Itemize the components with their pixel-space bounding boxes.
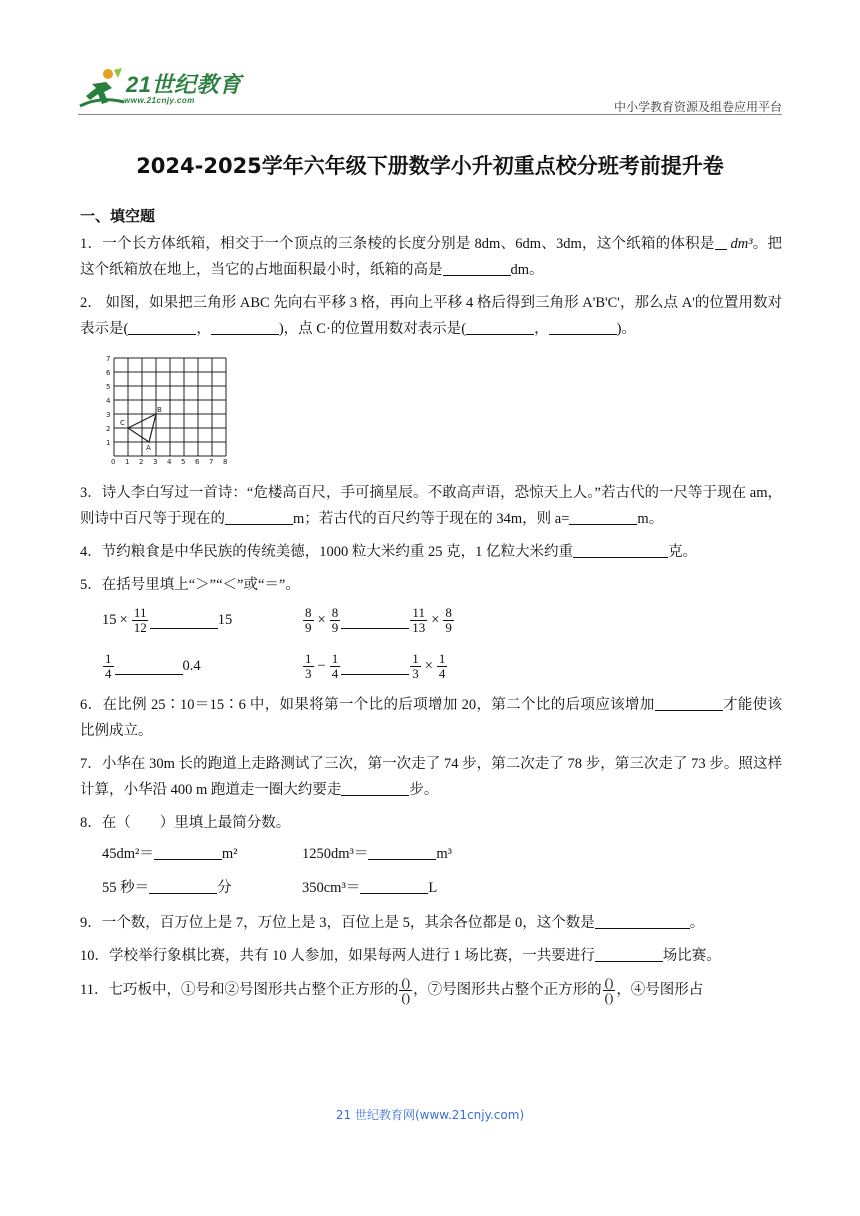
q8-blank-3 <box>149 877 217 894</box>
q2-text-c: )。 <box>616 321 636 337</box>
q8-item-2: 1250dm³＝ m³ <box>302 841 452 867</box>
q4-text-b: 克。 <box>668 544 697 560</box>
question-4 <box>80 539 782 565</box>
q5-row-1 <box>102 600 782 640</box>
fraction-blank: $\frac{()}{()}$ <box>604 975 614 1005</box>
q6-text: 6．在比例 25∶10＝15∶6 中，如果将第一个比的后项增加 20，第二个比的后项应该增加 <box>80 697 655 713</box>
q2-comma-2: ， <box>534 321 549 337</box>
q7-text: 7．小华在 30m 长的跑道上走路测试了三次，第一次走了 74 步，第二次走了 78 步，第三次走了 73 步。照这样计算，小华沿 400 m 跑道走一圈大约要走 <box>80 756 782 798</box>
logo <box>78 66 248 112</box>
q8-blank-4 <box>360 877 428 894</box>
q10-text-b: 场比赛。 <box>662 948 721 964</box>
q5-expr-4 <box>302 652 448 681</box>
x-tick: 5 <box>181 458 186 466</box>
runner-logo-icon <box>78 66 126 110</box>
q8-item-4: 350cm³＝ L <box>302 875 437 901</box>
q3-text: 3．诗人李白写过一首诗：“危楼高百尺，手可摘星辰。不敢高声语，恐惊天上人。”若古代的一尺等于现在 am，则诗中百尺等于现在的 <box>80 485 782 527</box>
y-tick: 1 <box>106 439 111 447</box>
times-sign: × <box>424 658 433 674</box>
q5-row-2 <box>102 646 782 686</box>
q8-item-3: 55 秒＝ 分 <box>102 875 302 901</box>
q8-item-1: 45dm²＝ m² <box>102 841 302 867</box>
x-tick: 4 <box>167 458 172 466</box>
x-tick: 3 <box>153 458 158 466</box>
question-5 <box>80 572 782 598</box>
q8-blank-2 <box>368 843 436 860</box>
y-tick: 7 <box>106 355 111 363</box>
q7-text-b: 步。 <box>409 782 439 798</box>
y-tick: 3 <box>106 411 111 419</box>
q11-text-c: ，④号图形占 <box>616 981 704 998</box>
q11-text: 11．七巧板中，①号和②号图形共占整个正方形的 <box>80 981 399 998</box>
q1-blank-volume <box>715 233 727 250</box>
platform-label: 中小学教育资源及组卷应用平台 <box>613 100 782 114</box>
section-heading: 一、填空题 <box>80 207 156 225</box>
question-6 <box>80 692 782 744</box>
q4-blank <box>573 541 668 558</box>
q10-text: 10．学校举行象棋比赛，共有 10 人参加，如果每两人进行 1 场比赛，一共要进行 <box>80 948 595 964</box>
q2-text: 2． 如图，如果把三角形 ABC 先向右平移 3 格，再向上平移 4 格后得到三角形 A'B'C'，那么点 A'的位置用数对表示是( <box>80 295 782 337</box>
question-1 <box>80 231 782 283</box>
q6-blank <box>655 694 723 711</box>
fraction: $\frac{1}{3}$ <box>305 650 312 681</box>
fraction: $\frac{1}{4}$ <box>438 650 446 681</box>
q8-blank-1 <box>154 843 222 860</box>
minus-sign: − <box>317 658 326 674</box>
q1-text-b: 。把这个纸箱放在地上，当它的占地面积最小时，纸箱的高是 <box>80 236 783 278</box>
coordinate-grid <box>100 350 240 470</box>
question-2 <box>80 290 782 342</box>
q5-expr-2 <box>302 606 455 635</box>
fraction: $\frac{8}{9}$ <box>331 604 339 635</box>
q5-e3-right: 0.4 <box>182 658 201 674</box>
fraction: $\frac{8}{9}$ <box>445 604 452 635</box>
y-tick: 5 <box>106 383 111 391</box>
fraction: $\frac{1}{3}$ <box>412 650 419 681</box>
question-9 <box>80 910 782 936</box>
q2-blank-2 <box>211 318 279 335</box>
q3-text-c: m。 <box>637 511 664 527</box>
point-label-b: B <box>157 406 162 414</box>
q2-comma: ， <box>196 321 211 337</box>
q11-text-b: ，⑦号图形共占整个正方形的 <box>413 981 602 998</box>
q5-expr-3 <box>102 652 302 681</box>
logo-url: www.21cnjy.com <box>124 96 195 105</box>
q8-row-1 <box>102 838 782 870</box>
content <box>80 203 782 1012</box>
q3-blank-1 <box>225 508 293 525</box>
q9-blank <box>595 912 690 929</box>
q5-e1-left: 15 <box>102 612 117 628</box>
x-tick: 7 <box>209 458 214 466</box>
q10-blank <box>595 945 663 962</box>
q2-blank-3 <box>466 318 534 335</box>
header-rule <box>78 114 782 115</box>
fraction-blank: $\frac{()}{()}$ <box>401 975 411 1005</box>
q2-text-b: )，点 C·的位置用数对表示是( <box>278 321 467 337</box>
q4-text: 4．节约粮食是中华民族的传统美德，1000 粒大米约重 25 克，1 亿粒大米约重 <box>80 544 573 560</box>
q6-text-b: 才能使该比例成立。 <box>80 697 783 739</box>
point-label-a: A <box>146 444 151 452</box>
q2-blank-1 <box>128 318 196 335</box>
q9-text-b: 。 <box>689 915 705 931</box>
times-sign: × <box>317 612 326 628</box>
q5-e1-right: 15 <box>217 612 233 628</box>
q5-blank-1 <box>150 612 218 629</box>
grid-svg <box>100 350 240 466</box>
question-8 <box>80 810 782 836</box>
times-sign: × <box>431 612 440 628</box>
fraction: $\frac{11}{12}$ <box>133 604 147 635</box>
times-sign: × <box>119 612 128 628</box>
question-11 <box>80 976 782 1005</box>
logo-text: 21世纪教育 <box>126 72 242 97</box>
fraction: $\frac{1}{4}$ <box>331 650 339 681</box>
q3-blank-2 <box>569 508 637 525</box>
q5-blank-3 <box>115 658 183 675</box>
x-tick: 0 <box>111 458 116 466</box>
q1-text-c: dm。 <box>510 262 544 278</box>
y-tick: 4 <box>106 397 111 405</box>
question-10 <box>80 943 782 969</box>
fraction: $\frac{8}{9}$ <box>305 604 312 635</box>
page-header <box>78 66 782 116</box>
q5-text: 5．在括号里填上“＞”“＜”或“＝”。 <box>80 577 300 593</box>
page-footer: 21 世纪教育网(www.21cnjy.com) <box>335 1108 525 1122</box>
q5-expr-1 <box>102 606 302 635</box>
question-3 <box>80 480 782 532</box>
point-label-c: C <box>120 419 125 427</box>
q2-blank-4 <box>549 318 617 335</box>
q5-blank-4 <box>341 658 409 675</box>
x-tick: 6 <box>195 458 200 466</box>
q3-text-b: m；若古代的百尺约等于现在的 34m，则 a= <box>293 511 570 527</box>
q1-text: 1．一个长方体纸箱，相交于一个顶点的三条棱的长度分别是 8dm、6dm、3dm，这个纸箱的体积是 <box>80 236 715 252</box>
fraction: $\frac{1}{4}$ <box>105 650 112 681</box>
x-tick: 2 <box>139 458 144 466</box>
page-title: 2024-2025学年六年级下册数学小升初重点校分班考前提升卷 <box>136 154 724 178</box>
question-7 <box>80 751 782 803</box>
q1-unit: dm³ <box>730 236 753 252</box>
x-tick: 8 <box>223 458 228 466</box>
q9-text: 9．一个数，百万位上是 7，万位上是 3，百位上是 5，其余各位都是 0，这个数是 <box>80 915 595 931</box>
y-tick: 2 <box>106 425 111 433</box>
q5-blank-2 <box>341 612 409 629</box>
q1-blank-height <box>443 259 511 276</box>
fraction: $\frac{11}{13}$ <box>412 604 426 635</box>
x-tick: 1 <box>125 458 130 466</box>
y-tick: 6 <box>106 369 111 377</box>
q7-blank <box>341 779 409 796</box>
q8-row-2 <box>102 872 782 904</box>
q8-text: 8．在（ ）里填上最简分数。 <box>80 815 291 831</box>
